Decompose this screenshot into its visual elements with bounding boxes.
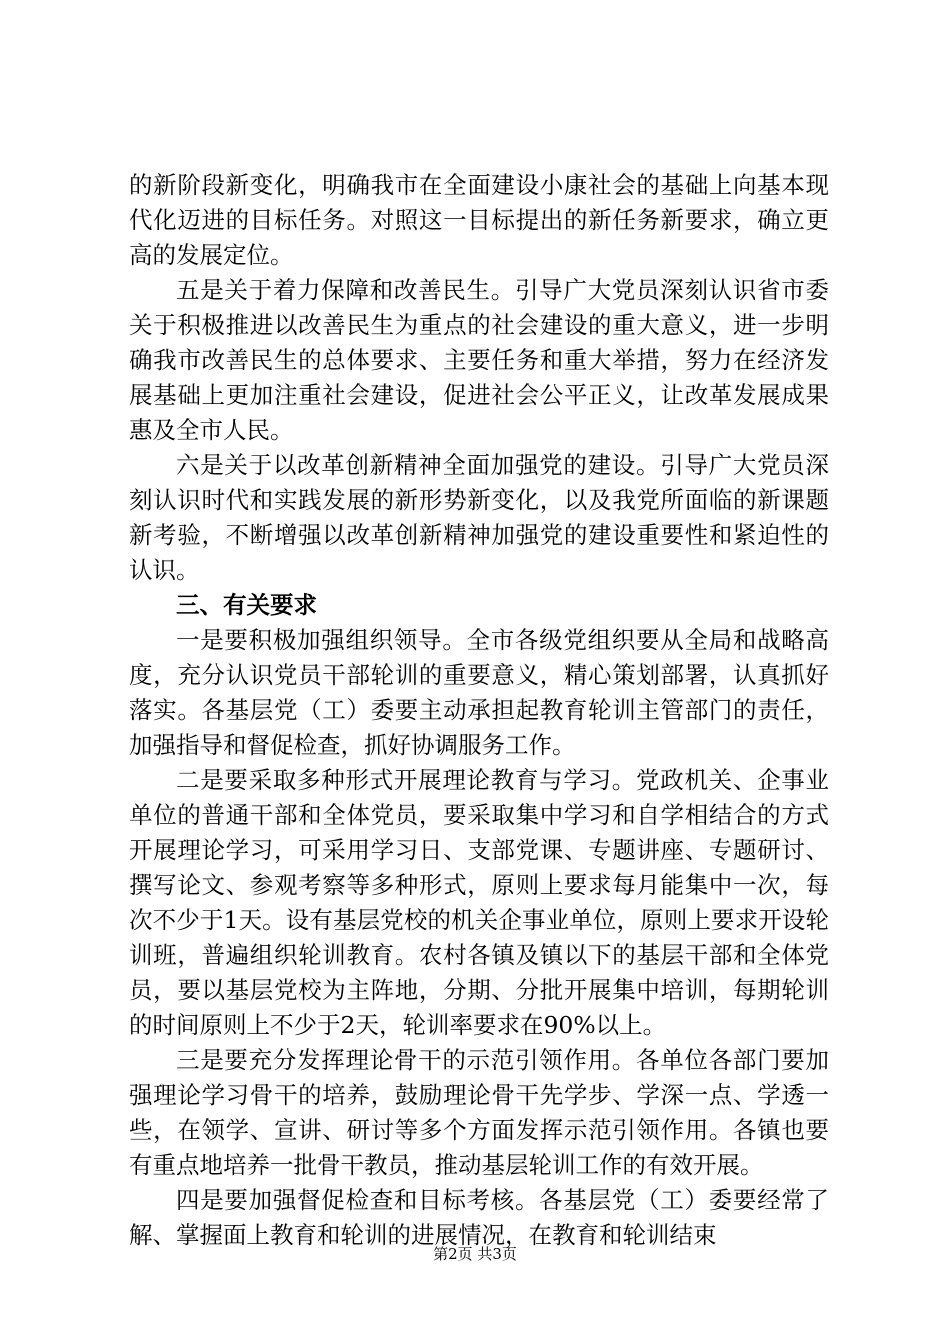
paragraph-leadership: 一是要积极加强组织领导。全市各级党组织要从全局和战略高度，充分认识党员干部轮训的重要意义，精心策划部署，认真抓好落实。各基层党（工）委要主动承担起教育轮训主管部门的责任，加强指导和督促检查，抓好协调服务工作。 bbox=[129, 626, 829, 759]
page-footer bbox=[0, 1244, 950, 1264]
paragraph-inspection: 四是要加强督促检查和目标考核。各基层党（工）委要经常了解、掌握面上教育和轮训的进展情况，在教育和轮训结束 bbox=[129, 1186, 829, 1249]
paragraph-party-building: 六是关于以改革创新精神全面加强党的建设。引导广大党员深刻认识时代和实践发展的新形势新变化，以及我党所面临的新课题新考验，不断增强以改革创新精神加强党的建设重要性和紧迫性的认识。 bbox=[129, 451, 829, 584]
paragraph-study-forms: 二是要采取多种形式开展理论教育与学习。党政机关、企事业单位的普通干部和全体党员，要采取集中学习和自学相结合的方式开展理论学习，可采用学习日、支部党课、专题讲座、专题研讨、撰写论文、参观考察等多种形式，原则上要求每月能集中一次，每次不少于1天。设有基层党校的机关企事业单位，原则上要求开设轮训班，普遍组织轮训教育。农村各镇及镇以下的基层干部和全体党员，要以基层党校为主阵地，分期、分批开展集中培训，每期轮训的时间原则上不少于2天，轮训率要求在90%以上。 bbox=[129, 766, 829, 1039]
section-heading: 三、有关要求 bbox=[176, 591, 317, 619]
page-number: 第2页 共3页 bbox=[433, 1245, 517, 1263]
document-body bbox=[129, 168, 829, 1253]
paragraph-backbone: 三是要充分发挥理论骨干的示范引领作用。各单位各部门要加强理论学习骨干的培养，鼓励理论骨干先学步、学深一点、学透一些，在领学、宣讲、研讨等多个方面发挥示范引领作用。各镇也要有重点地培养一批骨干教员，推动基层轮训工作的有效开展。 bbox=[129, 1046, 829, 1179]
paragraph-continued: 的新阶段新变化，明确我市在全面建设小康社会的基础上向基本现代化迈进的目标任务。对照这一目标提出的新任务新要求，确立更高的发展定位。 bbox=[129, 171, 829, 269]
paragraph-livelihood: 五是关于着力保障和改善民生。引导广大党员深刻认识省市委关于积极推进以改善民生为重点的社会建设的重大意义，进一步明确我市改善民生的总体要求、主要任务和重大举措，努力在经济发展基础上更加注重社会建设，促进社会公平正义，让改革发展成果惠及全市人民。 bbox=[129, 276, 829, 444]
